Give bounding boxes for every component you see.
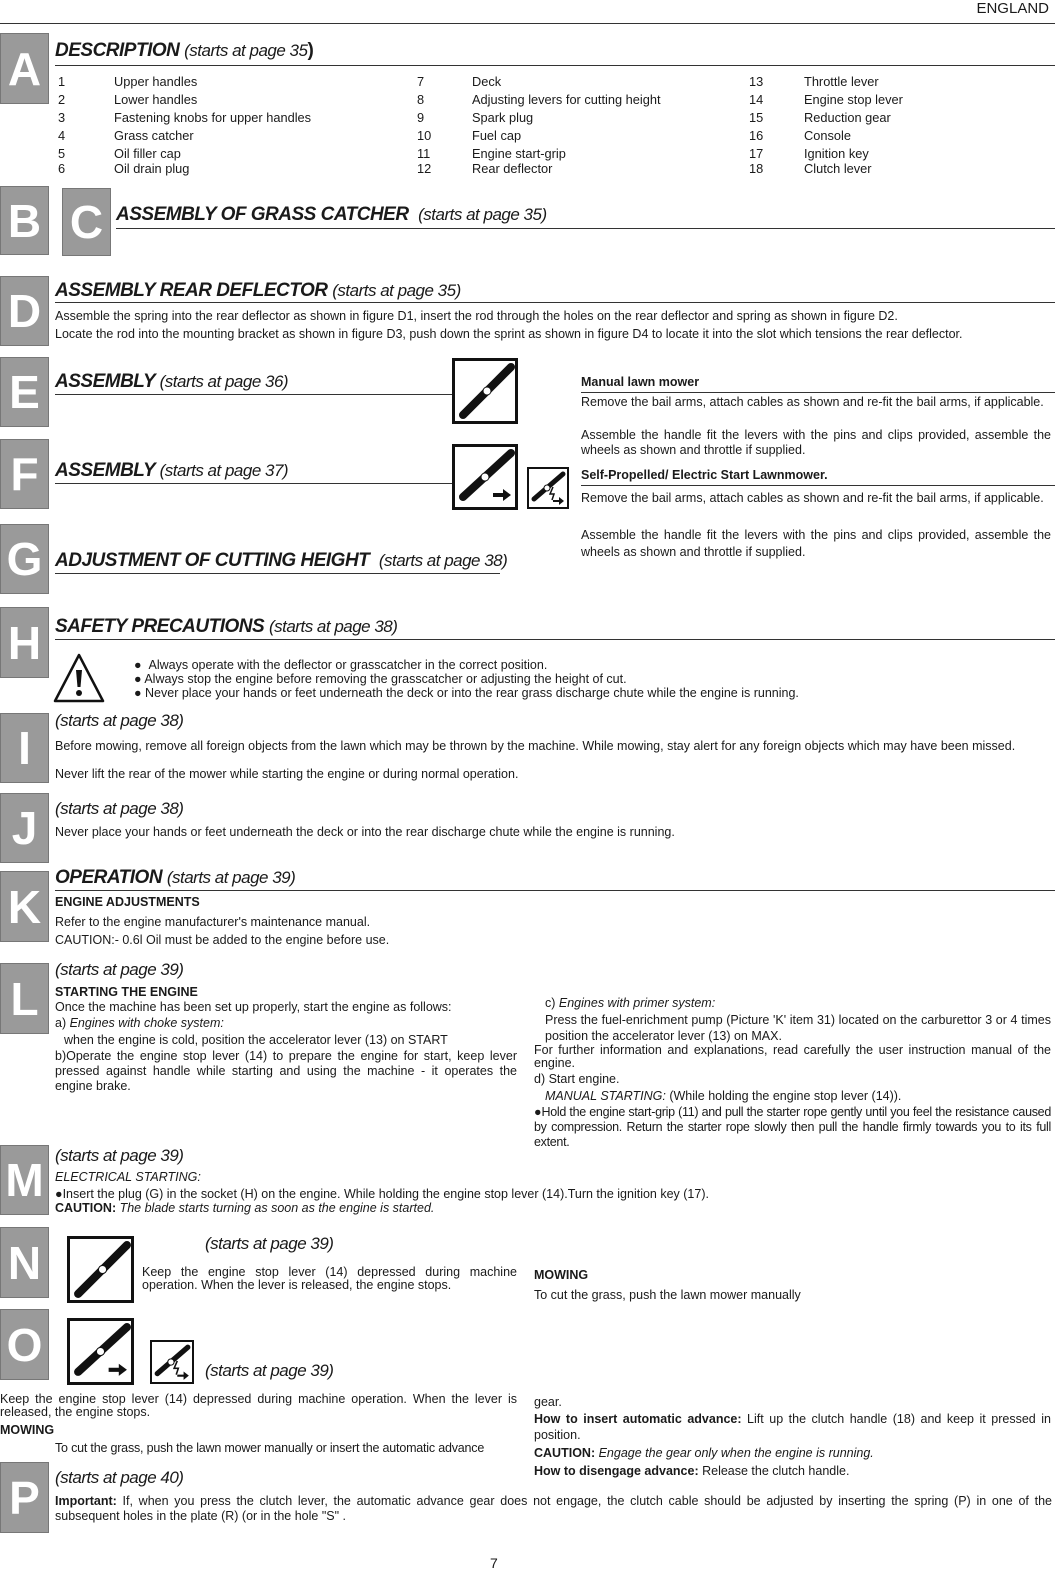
part-number: 6: [58, 161, 66, 176]
part-label: Fuel cap: [472, 128, 522, 143]
safety-text: Always operate with the deflector or grasscatcher in the correct position.: [148, 658, 548, 672]
important-text: If, when you press the clutch lever, the automatic advance gear does not engage, the clutch cable should be adjusted by inserting the spring (P) in one of the subsequent holes in the plate (R) (or in the hole "S" .: [55, 1494, 1052, 1523]
important-label: Important:: [55, 1494, 117, 1508]
part-label: Fastening knobs for upper handles: [114, 110, 312, 125]
part-number: 15: [749, 110, 764, 125]
part-label: Reduction gear: [804, 110, 891, 125]
self-propelled-lever-icon: [67, 1318, 134, 1385]
part-number: 11: [417, 146, 431, 161]
section-e-subheading: Manual lawn mower: [581, 375, 700, 389]
section-l-subtitle: (starts at page 39): [55, 960, 184, 979]
section-l-line-1: Once the machine has been set up properly, start the engine as follows:: [55, 1000, 452, 1014]
section-e-subrule: [581, 392, 1055, 393]
part-number: 9: [417, 110, 425, 125]
part-number: 1: [58, 74, 66, 89]
section-e-text-2: Assemble the handle fit the levers with the pins and clips provided, assemble the wheels as shown and throttle if supplied.: [581, 428, 1051, 457]
part-number: 10: [417, 128, 432, 143]
part-label: Console: [804, 128, 851, 143]
part-label: Lower handles: [114, 92, 198, 107]
safety-list: [134, 658, 1034, 700]
section-letter-d: D: [0, 276, 49, 346]
starter-rope-text: Hold the engine start-grip (11) and pull the starter rope gently until you feel the resistance caused by compression. Return the starter rope slowly then pull the handle firmly towards you to its full extent.: [534, 1105, 1051, 1149]
section-d-text-1: Assemble the spring into the rear deflector as shown in figure D1, insert the rod through the holes on the rear deflector and spring as shown in figure D2.: [55, 309, 898, 323]
section-k-rule: [55, 890, 1055, 891]
parts-row: [58, 146, 1034, 161]
section-letter-j: J: [0, 793, 49, 863]
section-letter-h: H: [0, 607, 49, 678]
section-f-title: ASSEMBLY: [55, 460, 155, 481]
manual-starting-text: (While holding the engine stop lever (14)).: [665, 1089, 902, 1103]
part-number: 7: [417, 74, 425, 89]
part-number: 18: [749, 161, 764, 176]
section-k-text-1: Refer to the engine manufacturer's maintenance manual.: [55, 915, 371, 929]
warning-icon: [52, 652, 106, 707]
section-n-text-2: To cut the grass, push the lawn mower manually: [534, 1288, 801, 1302]
section-letter-k: K: [0, 871, 49, 942]
part-label: Oil filler cap: [114, 146, 181, 161]
section-l-line-4: b)Operate the engine stop lever (14) to prepare the engine for start, keep lever pressed against handle while starting and using the machine - it operates the engine brake.: [55, 1049, 517, 1093]
section-i-subtitle: (starts at page 38): [55, 711, 184, 730]
section-o-text-1: Keep the engine stop lever (14) depressed during machine operation. When the lever is released, the engine stops.: [0, 1392, 517, 1419]
self-propelled-lever-icon: [452, 444, 518, 510]
section-l-right-2: Press the fuel-enrichment pump (Picture 'K' item 31) located on the carburettor 3 or 4 times position the accelerator lever (13) on MAX.: [545, 1013, 1051, 1043]
section-k-subheading: ENGINE ADJUSTMENTS: [55, 895, 200, 909]
section-h-subtitle: (starts at page 38): [268, 617, 398, 636]
page-number: 7: [490, 1555, 498, 1571]
section-e-text-1: Remove the bail arms, attach cables as shown and re-fit the bail arms, if applicable.: [581, 395, 1044, 409]
part-number: 12: [417, 161, 432, 176]
primer-prefix: c): [545, 996, 559, 1010]
section-a-title: DESCRIPTION: [55, 40, 180, 61]
safety-text: Always stop the engine before removing the grasscatcher or adjusting the height of cut.: [144, 672, 627, 686]
stop-lever-icon: [452, 358, 518, 424]
section-g-subtitle: (starts at page 38): [378, 551, 508, 570]
section-f-subheading: Self-Propelled/ Electric Start Lawnmower.: [581, 468, 828, 482]
caution-label: CAUTION:: [55, 1201, 117, 1215]
part-label: Engine start-grip: [472, 146, 566, 161]
section-g-heading: [55, 550, 507, 572]
section-o-text-2: To cut the grass, push the lawn mower manually or insert the automatic advance: [55, 1441, 485, 1455]
section-a-rule: [55, 65, 1055, 66]
part-number: 14: [749, 92, 764, 107]
section-l-right-3: For further information and explanations, read carefully the user instruction manual of the engine.: [534, 1043, 1051, 1070]
electric-start-icon: [150, 1340, 194, 1384]
section-letter-m: M: [0, 1145, 49, 1215]
electric-start-text: Insert the plug (G) in the socket (H) on the engine. While holding the engine stop lever (14).Turn the ignition key (17).: [62, 1187, 709, 1201]
part-number: 8: [417, 92, 425, 107]
parts-row: [58, 92, 1034, 110]
section-o-right-2: [534, 1411, 1051, 1443]
section-p-subtitle: (starts at page 40): [55, 1468, 184, 1487]
parts-row: [58, 110, 1034, 128]
part-number: 2: [58, 92, 66, 107]
section-e-title: ASSEMBLY: [55, 371, 155, 392]
section-h-rule: [55, 639, 1055, 640]
section-bc-heading: [116, 204, 547, 226]
section-j-subtitle: (starts at page 38): [55, 799, 184, 818]
section-l-subheading: STARTING THE ENGINE: [55, 985, 198, 999]
section-letter-c: C: [62, 188, 111, 256]
insert-advance-text: Lift up the clutch handle (18) and keep it pressed in position.: [534, 1412, 1051, 1442]
section-f-rule: [55, 483, 455, 484]
part-label: Upper handles: [114, 74, 198, 89]
section-letter-l: L: [0, 963, 49, 1034]
insert-advance-label: How to insert automatic advance:: [534, 1412, 742, 1426]
part-label: Adjusting levers for cutting height: [472, 92, 661, 107]
disengage-advance-label: How to disengage advance:: [534, 1464, 699, 1478]
section-letter-o: O: [0, 1309, 49, 1380]
section-i-text-1: Before mowing, remove all foreign objects from the lawn which may be thrown by the machine. While mowing, stay alert for any foreign objects which may have been missed.: [55, 739, 1016, 753]
disengage-advance-text: Release the clutch handle.: [698, 1464, 850, 1478]
section-d-subtitle: (starts at page 35): [332, 281, 461, 300]
section-letter-f: F: [0, 439, 49, 509]
section-k-title: OPERATION: [55, 867, 163, 888]
section-m-line-3: [55, 1201, 434, 1216]
section-a-heading: DESCRIPTION (starts at page 35): [55, 40, 314, 61]
parts-row: [58, 74, 1034, 92]
section-m-line-1: ELECTRICAL STARTING:: [55, 1170, 201, 1184]
section-h-heading: [55, 616, 397, 638]
choke-prefix: a): [55, 1016, 70, 1030]
manual-starting-label: MANUAL STARTING:: [545, 1089, 666, 1103]
section-letter-e: E: [0, 357, 49, 427]
part-label: Spark plug: [472, 110, 534, 125]
section-letter-i: I: [0, 713, 49, 783]
section-o-right-4: [534, 1464, 849, 1479]
section-n-mowing: MOWING: [534, 1268, 589, 1282]
section-f-text-1: Remove the bail arms, attach cables as shown and re-fit the bail arms, if applicable.: [581, 491, 1044, 505]
section-bc-rule: [116, 228, 1055, 229]
part-number: 16: [749, 128, 764, 143]
safety-item: ● Always operate with the deflector or grasscatcher in the correct position.: [134, 658, 548, 672]
part-label: Oil drain plug: [114, 161, 190, 176]
caution-label: CAUTION:: [534, 1446, 596, 1460]
section-d-rule: [55, 302, 1055, 303]
header-rule: [0, 23, 1055, 24]
section-m-subtitle: (starts at page 39): [55, 1146, 184, 1165]
country-label: ENGLAND: [976, 0, 1049, 17]
part-label: Grass catcher: [114, 128, 194, 143]
section-d-text-2: Locate the rod into the mounting bracket as shown in figure D3, push down the sprint as shown in figure D4 to locate it into the slot which tensions the rear deflector.: [55, 327, 963, 341]
section-k-text-2: CAUTION:- 0.6l Oil must be added to the engine before use.: [55, 933, 390, 947]
safety-item: ● Never place your hands or feet underneath the deck or into the rear grass discharge chute while the engine is running.: [134, 686, 799, 700]
parts-list: [58, 74, 1034, 176]
section-e-heading: [55, 371, 288, 393]
part-number: 3: [58, 110, 66, 125]
part-number: 13: [749, 74, 764, 89]
caution-text: The blade starts turning as soon as the engine is started.: [119, 1201, 435, 1215]
section-e-subtitle: (starts at page 36): [159, 372, 289, 391]
part-label: Engine stop lever: [804, 92, 903, 107]
part-label: Ignition key: [804, 146, 869, 161]
section-n-subtitle: (starts at page 39): [205, 1234, 334, 1253]
section-l-right-5: [545, 1089, 901, 1104]
safety-item: ● Always stop the engine before removing the grasscatcher or adjusting the height of cut.: [134, 672, 627, 686]
section-i-text-2: Never lift the rear of the mower while starting the engine or during normal operation.: [55, 767, 519, 781]
section-o-subtitle: (starts at page 39): [205, 1361, 334, 1380]
section-l-line-3: when the engine is cold, position the accelerator lever (13) on START: [64, 1033, 448, 1047]
section-j-text-1: Never place your hands or feet underneath the deck or into the rear discharge chute while the engine is running.: [55, 825, 675, 839]
section-p-text: [55, 1494, 1052, 1524]
section-letter-n: N: [0, 1227, 49, 1298]
part-label: Rear deflector: [472, 161, 553, 176]
section-n-text-1: Keep the engine stop lever (14) depressed during machine operation. When the lever is released, the engine stops.: [142, 1265, 517, 1292]
section-m-line-2: ●Insert the plug (G) in the socket (H) on the engine. While holding the engine stop lever (14).Turn the ignition key (17).: [55, 1187, 709, 1201]
section-d-title: ASSEMBLY REAR DEFLECTOR: [55, 280, 328, 301]
choke-label: Engines with choke system:: [69, 1016, 224, 1030]
section-f-subrule: [581, 485, 1055, 486]
safety-text: Never place your hands or feet underneath the deck or into the rear grass discharge chute while the engine is running.: [145, 686, 799, 700]
section-letter-b: B: [0, 186, 49, 255]
section-f-text-2: Assemble the handle fit the levers with the pins and clips provided, assemble the wheels as shown and throttle if supplied.: [581, 528, 1051, 559]
part-number: 17: [749, 146, 764, 161]
section-d-heading: [55, 280, 461, 302]
section-e-rule: [55, 394, 455, 395]
part-label: Throttle lever: [804, 74, 879, 89]
section-k-heading: [55, 867, 295, 889]
part-number: 4: [58, 128, 66, 143]
section-h-title: SAFETY PRECAUTIONS: [55, 616, 265, 637]
section-l-right-4: d) Start engine.: [534, 1072, 620, 1086]
part-label: Deck: [472, 74, 502, 89]
section-o-right-3: [534, 1446, 874, 1461]
section-bc-subtitle: (starts at page 35): [418, 205, 547, 224]
section-bc-title: ASSEMBLY OF GRASS CATCHER: [116, 204, 409, 225]
parts-row: [58, 161, 1034, 176]
part-number: 5: [58, 146, 66, 161]
section-k-subtitle: (starts at page 39): [166, 868, 296, 887]
section-f-subtitle: (starts at page 37): [159, 461, 289, 480]
section-g-title: ADJUSTMENT OF CUTTING HEIGHT: [55, 550, 370, 571]
section-f-heading: [55, 460, 288, 482]
section-letter-g: G: [0, 524, 49, 594]
section-l-line-2: [55, 1016, 224, 1031]
section-o-mowing: MOWING: [0, 1423, 55, 1437]
section-letter-p: P: [0, 1462, 49, 1533]
stop-lever-icon: [67, 1236, 134, 1303]
section-letter-a: A: [0, 33, 49, 104]
caution-text: Engage the gear only when the engine is running.: [595, 1446, 874, 1460]
section-a-subtitle: (starts at page 35: [184, 41, 308, 60]
part-label: Clutch lever: [804, 161, 872, 176]
section-l-right-1: [545, 996, 715, 1011]
section-o-right-1: gear.: [534, 1395, 562, 1409]
parts-row: [58, 128, 1034, 146]
section-g-rule: [55, 573, 500, 574]
electric-start-icon: [527, 467, 569, 509]
section-l-right-6: ●Hold the engine start-grip (11) and pull the starter rope gently until you feel the resistance caused by compression. Return the starter rope slowly then pull the handle firmly towards you to its full extent.: [534, 1105, 1051, 1149]
primer-label: Engines with primer system:: [558, 996, 716, 1010]
